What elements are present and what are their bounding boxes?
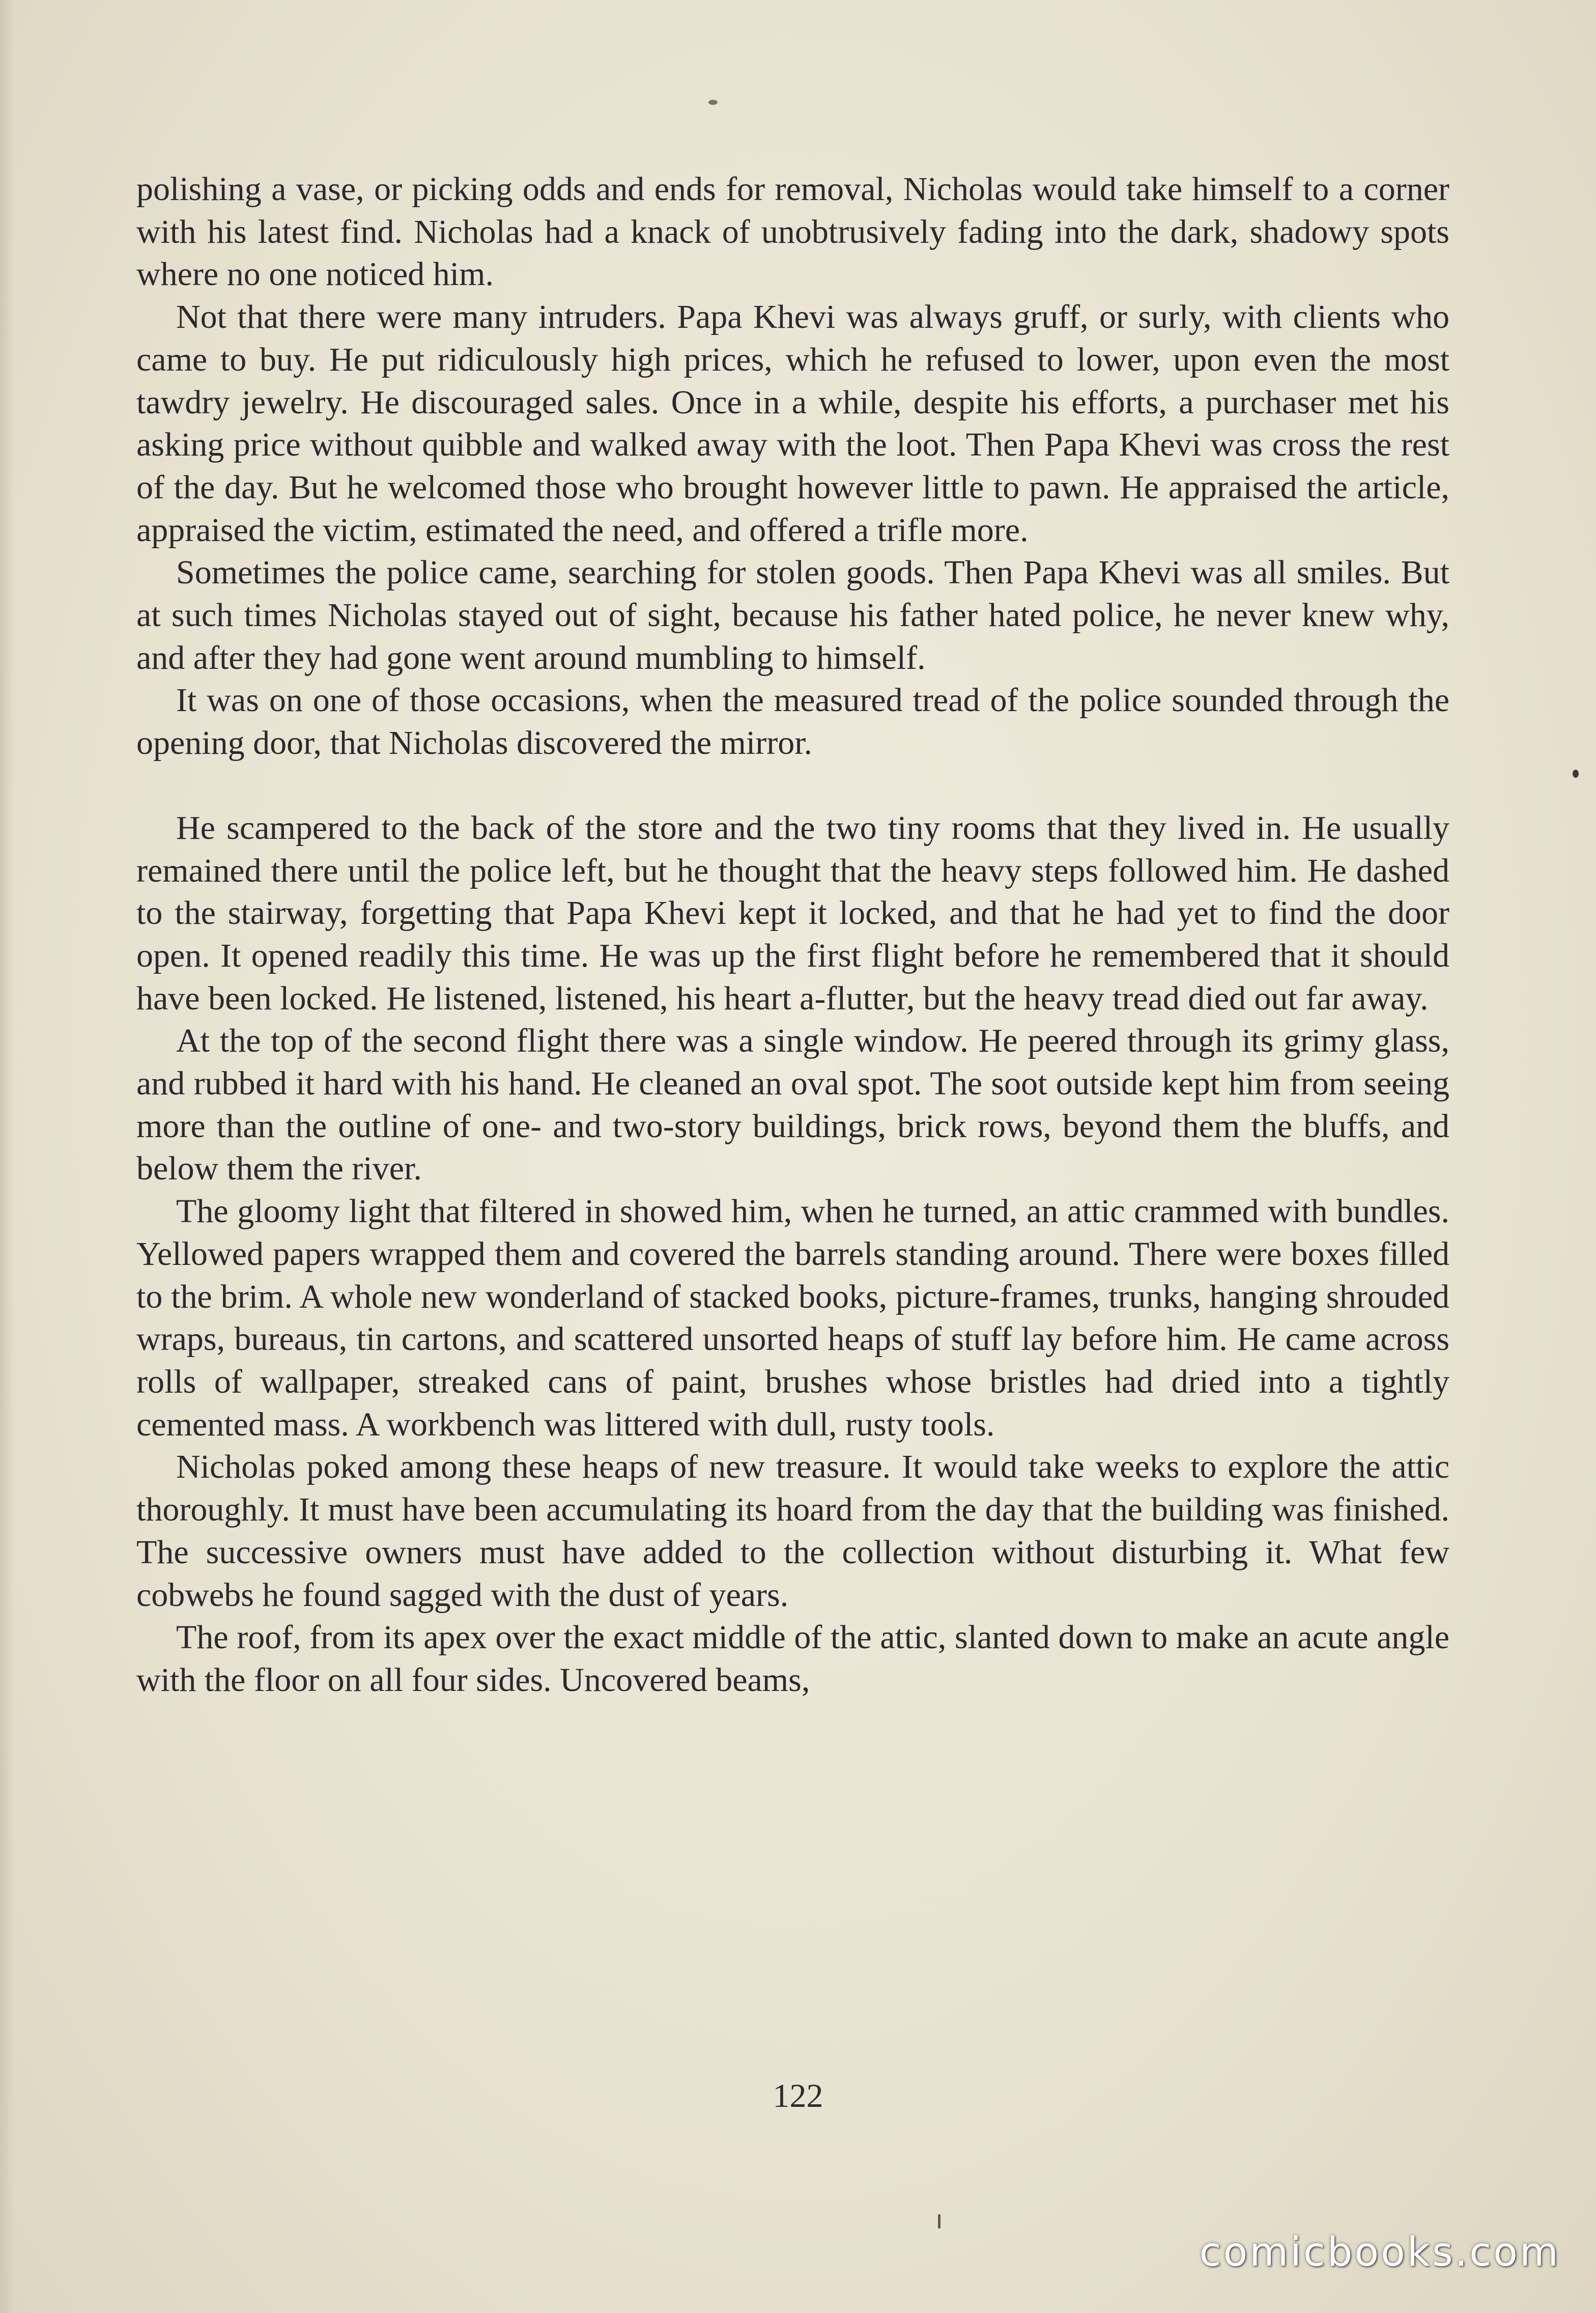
paragraph: At the top of the second flight there was a single window. He peered through its grimy glass, and rubbed it hard with his hand. He cleaned an oval spot. The soot outside kept him from seeing more than the outline of one- and two-story buildings, brick rows, beyond them the bluffs, and below them the river. — [136, 1022, 1449, 1188]
section-break — [136, 765, 1449, 807]
paragraph: Nicholas poked among these heaps of new treasure. It would take weeks to explore the attic thoroughly. It must have been accumulating its hoard from the day that the building was finished. The successive owners must have added to the collection without disturbing it. What few cobwebs he found sagged with the dust of years. — [136, 1448, 1449, 1614]
paragraph: It was on one of those occasions, when the measured tread of the police sounded through the opening door, that Nicholas discovered the mirror. — [136, 682, 1449, 762]
print-speck — [938, 2214, 940, 2229]
page-number: 122 — [773, 2077, 823, 2114]
paragraph: Not that there were many intruders. Papa Khevi was always gruff, or surly, with clients who came to buy. He put ridiculously high prices, which he refused to lower, upon even the most tawdry jewelry. He discouraged sales. Once in a while, despite his efforts, a purchaser met his asking price without quibble and walked away with the loot. Then Papa Khevi was cross the rest of the day. But he welcomed those who brought however little to pawn. He appraised the article, appraised the victim, estimated the need, and offered a trifle more. — [136, 298, 1449, 549]
body-text — [136, 168, 1449, 1702]
paragraph: Sometimes the police came, searching for stolen goods. Then Papa Khevi was all smiles. But at such times Nicholas stayed out of sight, because his father hated police, he never knew why, and after they had gone went around mumbling to himself. — [136, 554, 1449, 676]
paragraph: The roof, from its apex over the exact middle of the attic, slanted down to make an acute angle with the floor on all four sides. Uncovered beams, — [136, 1619, 1449, 1699]
paragraph: The gloomy light that filtered in showed him, when he turned, an attic crammed with bundles. Yellowed papers wrapped them and covered the barrels standing around. There were boxes filled to the brim. A whole new wonderland of stacked books, picture-frames, trunks, hanging shrouded wraps, bureaus, tin cartons, and scattered unsorted heaps of stuff lay before him. He came across rolls of wallpaper, streaked cans of paint, brushes whose bristles had dried into a tightly cemented mass. A workbench was littered with dull, rusty tools. — [136, 1193, 1449, 1443]
paragraph: polishing a vase, or picking odds and ends for removal, Nicholas would take himself to a corner with his latest find. Nicholas had a knack of unobtrusively fading into the dark, shadowy spots where no one noticed him. — [136, 171, 1449, 293]
print-speck — [1573, 770, 1579, 778]
paragraph: He scampered to the back of the store and the two tiny rooms that they lived in. He usually remained there until the police left, but he thought that the heavy steps followed him. He dashed to the stairway, forgetting that Papa Khevi kept it locked, and that he had yet to find the door open. It opened readily this time. He was up the first flight before he remembered that it should have been locked. He listened, listened, his heart a-flutter, but the heavy tread died out far away. — [136, 809, 1449, 1017]
watermark: comicbooks.com — [1199, 2230, 1560, 2275]
print-speck — [708, 100, 718, 105]
page-edge-shadow — [0, 0, 14, 2313]
